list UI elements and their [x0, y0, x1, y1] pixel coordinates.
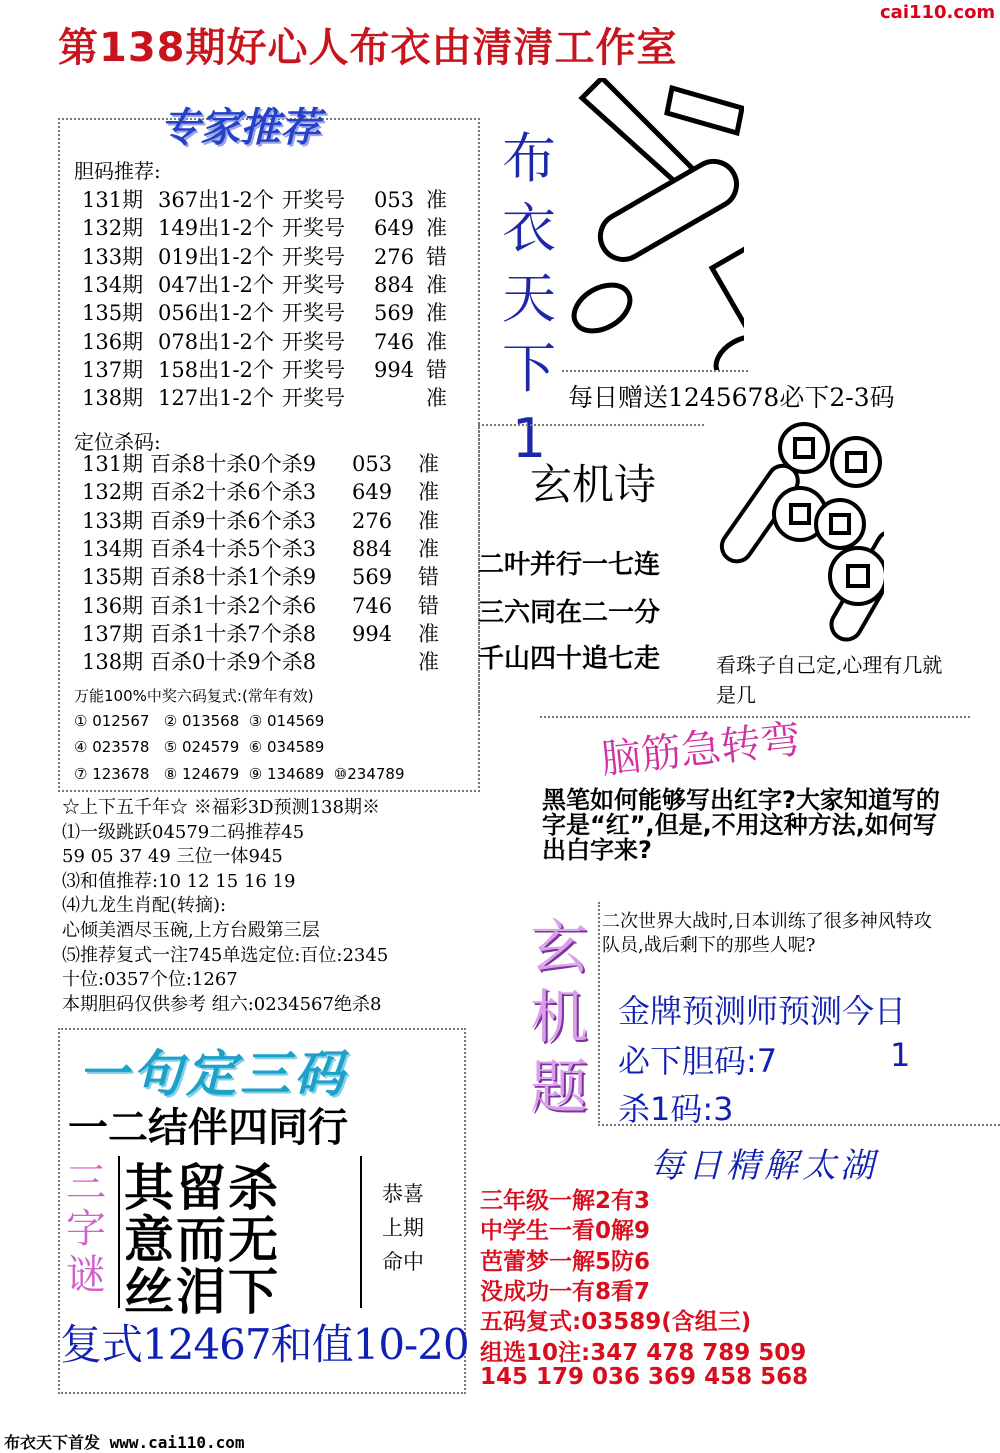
dan-num: 276 — [374, 244, 415, 269]
kill-result: 准 — [418, 508, 439, 533]
xuanji-ti-char: 玄 — [530, 913, 589, 981]
dan-pick: 127出1-2个 — [158, 386, 274, 411]
kill-row — [82, 563, 462, 591]
dan-label: 开奖号 — [282, 386, 345, 411]
kill-row — [82, 648, 462, 676]
gold-predict-line: 金牌预测师预测今日 — [618, 992, 907, 1030]
riddle-line: 丝泪下 — [124, 1263, 280, 1321]
dan-period: 132期 — [82, 216, 144, 241]
page-title: 第138期好心人布衣由清清工作室 — [58, 25, 678, 71]
taihu-line: 芭蕾梦一解5防6 — [480, 1248, 651, 1275]
taihu-line: 五码复式:03589(含组三) — [480, 1309, 752, 1336]
pens-box-divider — [562, 370, 748, 372]
dan-row — [82, 186, 462, 214]
kill-period: 132期 — [82, 480, 144, 505]
kill-period: 137期 — [82, 621, 144, 646]
dan-num: 053 — [374, 188, 415, 212]
dan-pick: 158出1-2个 — [158, 357, 274, 382]
buyi-vertical-title — [494, 124, 564, 474]
lottery-line: ⑷九龙生肖配(转摘): — [62, 895, 227, 917]
naojin-question: 黑笔如何能够写出红字?大家知道写的字是“红”,但是,不用这种方法,如何写出白字来? — [542, 786, 940, 864]
poem-line: 二叶并行一七连 — [478, 550, 661, 580]
dan-row — [82, 271, 462, 299]
kill-result: 错 — [418, 565, 439, 590]
kill-period: 136期 — [82, 593, 144, 618]
dan-result: 错 — [426, 357, 447, 382]
kill-period: 134期 — [82, 536, 144, 561]
dan-label: 开奖号 — [282, 301, 345, 326]
dan-result: 准 — [426, 216, 447, 241]
wanneng-row: ⑦ 123678 ⑧ 124679 ⑨ 134689 ⑩234789 — [74, 765, 405, 783]
poem-title: 玄机诗 — [530, 460, 657, 509]
dan-num: 569 — [374, 301, 415, 326]
yiju-heading: 一句定三码 — [78, 1045, 348, 1103]
lottery-line: ☆上下五千年☆ ※福彩3D预测138期※ — [62, 797, 380, 818]
yiju-phrase: 一二结伴四同行 — [68, 1105, 348, 1151]
dan-period: 136期 — [82, 329, 144, 354]
dan-row — [82, 243, 462, 271]
dan-pick: 367出1-2个 — [158, 188, 274, 212]
lottery-line: 十位:0357个位:1267 — [62, 969, 238, 991]
dan-result: 准 — [426, 386, 447, 411]
lottery-line: 心倾美酒尽玉碗,上方台殿第三层 — [62, 920, 320, 941]
footer-text: 布衣天下首发 www.cai110.com — [4, 1433, 245, 1452]
kill-num: 649 — [352, 480, 393, 505]
dan-result: 准 — [426, 188, 447, 212]
dan-period: 131期 — [82, 188, 144, 212]
poem-line: 千山四十追七走 — [478, 644, 661, 674]
kill-period: 138期 — [82, 650, 144, 675]
kill-pick: 百杀1十杀2个杀6 — [150, 593, 317, 618]
congrats-text: 恭喜 — [382, 1182, 424, 1206]
congrats-text: 上期 — [382, 1216, 424, 1240]
lottery-line: ⑸推荐复式一注745单选定位:百位:2345 — [62, 944, 389, 966]
dan-result: 准 — [426, 272, 447, 297]
kill-row — [82, 620, 462, 648]
dan-period: 133期 — [82, 244, 144, 269]
dan-label: 开奖号 — [282, 244, 345, 269]
dan-period: 138期 — [82, 386, 144, 411]
must-dan-line: 必下胆码:7 — [618, 1042, 778, 1080]
dan-pick: 056出1-2个 — [158, 301, 274, 326]
dan-pick: 047出1-2个 — [158, 272, 274, 297]
kill-num: 053 — [352, 452, 393, 476]
expert-heading: 专家推荐 — [160, 105, 320, 151]
pens-illustration — [562, 78, 744, 370]
dan-num: 649 — [374, 216, 415, 241]
dan-row — [82, 384, 462, 412]
kill-period: 135期 — [82, 565, 144, 590]
kill-result: 准 — [418, 650, 439, 675]
kill-pick: 百杀8十杀0个杀9 — [150, 452, 317, 476]
kill-label: 定位杀码: — [74, 430, 161, 454]
poem-line: 三六同在二一分 — [478, 598, 661, 628]
xuanji-ti-char: 机 — [530, 983, 589, 1051]
dan-num: 884 — [374, 272, 415, 297]
xuanji-ti-question: 二次世界大战时,日本训练了很多神风特攻队员,战后剩下的那些人呢? — [602, 911, 932, 956]
dan-result: 准 — [426, 329, 447, 354]
taihu-line: 三年级一解2有3 — [480, 1188, 651, 1214]
dan-num: 994 — [374, 357, 415, 382]
lottery-line: ⑶和值推荐:10 12 15 16 19 — [62, 870, 296, 892]
dan-pick: 149出1-2个 — [158, 216, 274, 241]
dan-period: 137期 — [82, 357, 144, 382]
fushi-line: 复式12467和值10-20 — [60, 1320, 469, 1369]
riddle-line: 其留杀 — [124, 1159, 280, 1217]
dan-pick: 019出1-2个 — [158, 244, 274, 269]
kill-num: 884 — [352, 536, 393, 561]
taihu-line: 中学生一看0解9 — [480, 1218, 651, 1245]
congrats-text: 命中 — [382, 1250, 424, 1274]
coin-note: 看珠子自己定,心理有几就是几 — [716, 653, 943, 707]
riddle-label-char: 字 — [66, 1206, 106, 1252]
xuanji-ti-char: 题 — [530, 1053, 589, 1121]
dan-row — [82, 214, 462, 242]
xuanji-ti-label — [530, 912, 594, 1122]
must-dan-second: 1 — [890, 1036, 911, 1074]
dan-label: 开奖号 — [282, 357, 345, 382]
kill-result: 准 — [418, 452, 439, 476]
kill-result: 准 — [418, 536, 439, 561]
riddle-label-char: 三 — [66, 1160, 106, 1206]
dan-label: 开奖号 — [282, 188, 345, 212]
buyi-char: 布 — [502, 127, 556, 190]
naojin-heading: 脑筋急转弯 — [598, 716, 803, 784]
site-logo-text[interactable]: cai110.com — [880, 2, 996, 23]
dan-result: 准 — [426, 301, 447, 326]
riddle-label-char: 谜 — [66, 1252, 106, 1298]
kill-row — [82, 507, 462, 535]
dan-label: 开奖号 — [282, 272, 345, 297]
dan-num: 746 — [374, 329, 415, 354]
dan-row — [82, 299, 462, 327]
taihu-line: 组选10注:347 478 789 509 — [480, 1339, 807, 1366]
kill-result: 准 — [418, 480, 439, 505]
buyi-char: 下 — [502, 337, 556, 400]
lottery-line: 本期胆码仅供参考 组六:0234567绝杀8 — [62, 993, 382, 1015]
kill-row — [82, 478, 462, 506]
wanneng-title: 万能100%中奖六码复式:(常年有效) — [74, 687, 314, 705]
kill-row — [82, 592, 462, 620]
kill-num: 746 — [352, 593, 393, 618]
lottery-line: ⑴一级跳跃04579二码推荐45 — [62, 821, 305, 843]
dan-label: 开奖号 — [282, 329, 345, 354]
riddle-line: 意而无 — [124, 1211, 280, 1269]
kill-period: 131期 — [82, 452, 144, 476]
dan-period: 135期 — [82, 301, 144, 326]
kill-period: 133期 — [82, 508, 144, 533]
taihu-line: 没成功一有8看7 — [480, 1278, 651, 1305]
dan-result: 错 — [426, 244, 447, 269]
wanneng-row: ① 012567 ② 013568 ③ 014569 — [74, 712, 325, 730]
dan-label: 胆码推荐: — [74, 159, 161, 183]
kill-num: 994 — [352, 621, 393, 646]
kill-num: 569 — [352, 565, 393, 590]
kill-row — [82, 535, 462, 563]
kill-result: 错 — [418, 593, 439, 618]
kill-pick: 百杀4十杀5个杀3 — [150, 536, 317, 561]
buyi-char: 天 — [502, 267, 556, 330]
lottery-line: 59 05 37 49 三位一体945 — [62, 846, 283, 868]
dan-pick: 078出1-2个 — [158, 329, 274, 354]
kill-pick: 百杀9十杀6个杀3 — [150, 508, 317, 533]
kill-pick: 百杀0十杀9个杀8 — [150, 650, 317, 675]
coins-illustration — [706, 420, 884, 646]
dan-row — [82, 328, 462, 356]
kill-row — [82, 450, 462, 478]
kill-pick: 百杀8十杀1个杀9 — [150, 565, 317, 590]
dan-period: 134期 — [82, 272, 144, 297]
buyi-char: 1 — [511, 407, 547, 470]
taihu-heading: 每日精解太湖 — [650, 1146, 878, 1186]
wanneng-row: ④ 023578 ⑤ 024579 ⑥ 034589 — [74, 738, 325, 756]
kill-num: 276 — [352, 508, 393, 533]
kill-pick: 百杀2十杀6个杀3 — [150, 480, 317, 505]
dan-label: 开奖号 — [282, 216, 345, 241]
kill-pick: 百杀1十杀7个杀8 — [150, 621, 317, 646]
daily-free-text: 每日赠送1245678必下2-3码 — [568, 383, 895, 412]
kill-one-line: 杀1码:3 — [618, 1090, 734, 1128]
taihu-line: 145 179 036 369 458 568 — [480, 1363, 809, 1390]
buyi-char: 衣 — [502, 197, 556, 260]
riddle-label — [66, 1160, 110, 1298]
kill-result: 准 — [418, 621, 439, 646]
dan-row — [82, 356, 462, 384]
